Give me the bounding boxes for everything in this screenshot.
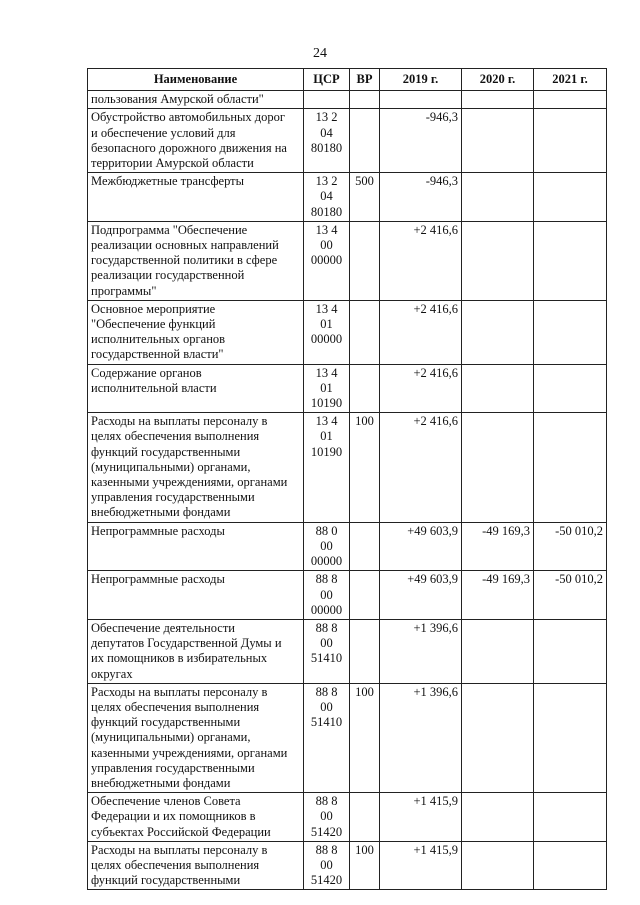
row-2019-cell: +2 416,6 bbox=[380, 300, 462, 364]
row-2020-cell bbox=[462, 683, 534, 792]
row-csr-line: 51420 bbox=[310, 873, 343, 888]
row-2021-cell bbox=[534, 619, 607, 683]
row-csr-line: 00000 bbox=[310, 554, 343, 569]
row-name-line: государственной политики в сфере bbox=[91, 253, 278, 268]
row-name-line: программы" bbox=[91, 283, 157, 298]
row-csr-line: 13 4 bbox=[315, 365, 338, 380]
column-header-csr: ЦСР bbox=[304, 69, 350, 91]
row-name-line: депутатов Государственной Думы и bbox=[91, 636, 282, 651]
column-header-name: Наименование bbox=[88, 69, 304, 91]
row-name-cell bbox=[88, 109, 304, 173]
row-name-line: Расходы на выплаты персоналу в bbox=[91, 414, 268, 429]
row-2019-cell: -946,3 bbox=[380, 109, 462, 173]
row-name-line: Подпрограмма "Обеспечение bbox=[91, 222, 248, 237]
row-name-line: внебюджетными фондами bbox=[91, 505, 231, 520]
row-name-line: функций государственными bbox=[91, 444, 241, 459]
row-name-line: (муниципальными) органами, bbox=[91, 459, 251, 474]
row-2019-cell: +1 415,9 bbox=[380, 793, 462, 842]
table-row bbox=[88, 841, 607, 890]
row-vr-cell: 100 bbox=[350, 413, 380, 522]
row-name-line: целях обеспечения выполнения bbox=[91, 429, 260, 444]
row-2019-cell: +49 603,9 bbox=[380, 522, 462, 571]
row-name-line: Обустройство автомобильных дорог bbox=[91, 110, 286, 125]
row-csr-line: 00 bbox=[320, 538, 333, 553]
row-name-line: Содержание органов bbox=[91, 365, 202, 380]
row-2020-cell bbox=[462, 619, 534, 683]
row-2019-cell: +49 603,9 bbox=[380, 571, 462, 620]
row-2020-cell bbox=[462, 793, 534, 842]
row-2020-cell bbox=[462, 173, 534, 222]
table-row bbox=[88, 522, 607, 571]
row-2020-cell bbox=[462, 364, 534, 413]
row-name-line: и обеспечение условий для bbox=[91, 125, 236, 140]
row-2021-cell bbox=[534, 221, 607, 300]
row-name-line: реализации государственной bbox=[91, 268, 245, 283]
table-row bbox=[88, 221, 607, 300]
row-csr-cell bbox=[304, 841, 350, 890]
column-header-2021: 2021 г. bbox=[534, 69, 607, 91]
row-csr-line: 00 bbox=[320, 857, 333, 872]
row-csr-line: 10190 bbox=[310, 444, 343, 459]
row-name-line: Основное мероприятие bbox=[91, 301, 216, 316]
row-2019-cell: -946,3 bbox=[380, 173, 462, 222]
row-vr-cell bbox=[350, 221, 380, 300]
row-csr-line: 01 bbox=[320, 429, 333, 444]
row-csr-cell bbox=[304, 364, 350, 413]
row-2021-cell bbox=[534, 683, 607, 792]
row-vr-cell: 100 bbox=[350, 841, 380, 890]
table-row bbox=[88, 364, 607, 413]
table-row bbox=[88, 571, 607, 620]
table-body bbox=[88, 91, 607, 890]
budget-table bbox=[87, 68, 607, 890]
row-name-line: округах bbox=[91, 666, 133, 681]
row-csr-cell bbox=[304, 173, 350, 222]
row-name-cell bbox=[88, 91, 304, 109]
row-name-cell bbox=[88, 300, 304, 364]
row-2021-cell: -50 010,2 bbox=[534, 522, 607, 571]
row-2019-cell: +2 416,6 bbox=[380, 221, 462, 300]
table-row bbox=[88, 109, 607, 173]
row-csr-line: 88 8 bbox=[315, 794, 338, 809]
row-csr-line: 01 bbox=[320, 380, 333, 395]
row-name-line: Обеспечение деятельности bbox=[91, 620, 236, 635]
row-name-cell bbox=[88, 683, 304, 792]
row-csr-cell bbox=[304, 619, 350, 683]
row-name-line: внебюджетными фондами bbox=[91, 775, 231, 790]
row-name-line: их помощников в избирательных bbox=[91, 651, 268, 666]
row-name-cell bbox=[88, 413, 304, 522]
row-name-line: управления государственными bbox=[91, 760, 255, 775]
row-name-cell bbox=[88, 571, 304, 620]
row-vr-cell: 100 bbox=[350, 683, 380, 792]
row-name-line: Непрограммные расходы bbox=[91, 523, 225, 538]
row-csr-line: 10190 bbox=[310, 396, 343, 411]
row-csr-line: 13 2 bbox=[315, 174, 338, 189]
row-2020-cell: -49 169,3 bbox=[462, 522, 534, 571]
column-header-2019: 2019 г. bbox=[380, 69, 462, 91]
row-name-cell bbox=[88, 793, 304, 842]
row-name-line: Расходы на выплаты персоналу в bbox=[91, 842, 268, 857]
row-name-line: территории Амурской области bbox=[91, 156, 254, 171]
row-2019-cell: +2 416,6 bbox=[380, 413, 462, 522]
row-name-line: Федерации и их помощников в bbox=[91, 809, 256, 824]
row-name-line: управления государственными bbox=[91, 490, 255, 505]
row-name-line: функций государственными bbox=[91, 715, 241, 730]
row-2021-cell bbox=[534, 173, 607, 222]
row-vr-cell: 500 bbox=[350, 173, 380, 222]
row-csr-line: 04 bbox=[320, 189, 333, 204]
row-name-line: Межбюджетные трансферты bbox=[91, 174, 245, 189]
row-name-line: функций государственными bbox=[91, 873, 241, 888]
row-csr-line: 13 4 bbox=[315, 414, 338, 429]
row-csr-cell bbox=[304, 793, 350, 842]
table-row bbox=[88, 793, 607, 842]
row-csr-line: 51410 bbox=[310, 715, 343, 730]
row-name-line: (муниципальными) органами, bbox=[91, 730, 251, 745]
row-csr-line: 51420 bbox=[310, 824, 343, 839]
row-name-line: Непрограммные расходы bbox=[91, 572, 225, 587]
row-name-line: казенными учреждениями, органами bbox=[91, 745, 288, 760]
row-csr-line: 13 4 bbox=[315, 222, 338, 237]
row-csr-line: 88 8 bbox=[315, 684, 338, 699]
row-name-line: исполнительных органов bbox=[91, 332, 226, 347]
row-vr-cell bbox=[350, 522, 380, 571]
table-row bbox=[88, 300, 607, 364]
row-name-cell bbox=[88, 619, 304, 683]
row-csr-cell bbox=[304, 221, 350, 300]
row-csr-line: 13 2 bbox=[315, 110, 338, 125]
row-2020-cell bbox=[462, 413, 534, 522]
row-2021-cell bbox=[534, 364, 607, 413]
row-2019-cell: +1 396,6 bbox=[380, 619, 462, 683]
row-csr-line: 00 bbox=[320, 587, 333, 602]
row-csr-line: 00000 bbox=[310, 332, 343, 347]
row-vr-cell bbox=[350, 364, 380, 413]
row-csr-cell bbox=[304, 109, 350, 173]
row-name-line: целях обеспечения выполнения bbox=[91, 857, 260, 872]
row-csr-cell bbox=[304, 522, 350, 571]
page-number: 24 bbox=[313, 46, 327, 61]
row-2020-cell bbox=[462, 300, 534, 364]
row-csr-line: 00 bbox=[320, 238, 333, 253]
row-2019-cell: +1 415,9 bbox=[380, 841, 462, 890]
row-csr-cell bbox=[304, 300, 350, 364]
row-csr-line: 80180 bbox=[310, 204, 343, 219]
row-csr-line: 88 8 bbox=[315, 842, 338, 857]
row-2021-cell bbox=[534, 841, 607, 890]
row-name-cell bbox=[88, 221, 304, 300]
row-2019-cell: +2 416,6 bbox=[380, 364, 462, 413]
row-2020-cell bbox=[462, 109, 534, 173]
row-csr-line: 51410 bbox=[310, 651, 343, 666]
row-2021-cell bbox=[534, 91, 607, 109]
row-name-line: государственной власти" bbox=[91, 347, 224, 362]
row-name-line: реализации основных направлений bbox=[91, 238, 279, 253]
row-csr-line: 80180 bbox=[310, 140, 343, 155]
row-csr-line: 00 bbox=[320, 699, 333, 714]
table-row bbox=[88, 413, 607, 522]
row-name-line: Обеспечение членов Совета bbox=[91, 794, 241, 809]
row-csr-line: 00000 bbox=[310, 602, 343, 617]
row-name-line: пользования Амурской области" bbox=[91, 92, 264, 107]
row-name-cell bbox=[88, 364, 304, 413]
row-vr-cell bbox=[350, 571, 380, 620]
row-csr-line: 00000 bbox=[310, 253, 343, 268]
row-csr-line: 04 bbox=[320, 125, 333, 140]
row-csr-line: 88 0 bbox=[315, 523, 338, 538]
row-name-line: исполнительной власти bbox=[91, 380, 217, 395]
row-csr-line: 88 8 bbox=[315, 572, 338, 587]
column-header-2020: 2020 г. bbox=[462, 69, 534, 91]
row-csr-cell bbox=[304, 571, 350, 620]
row-csr-line: 00 bbox=[320, 636, 333, 651]
row-vr-cell bbox=[350, 91, 380, 109]
table-header-row bbox=[88, 69, 607, 91]
row-csr-cell bbox=[304, 683, 350, 792]
table-row bbox=[88, 683, 607, 792]
row-name-line: субъектах Российской Федерации bbox=[91, 824, 271, 839]
row-csr-cell bbox=[304, 91, 350, 109]
row-2020-cell bbox=[462, 841, 534, 890]
row-2019-cell: +1 396,6 bbox=[380, 683, 462, 792]
row-2021-cell: -50 010,2 bbox=[534, 571, 607, 620]
row-name-line: казенными учреждениями, органами bbox=[91, 475, 288, 490]
row-csr-line: 13 4 bbox=[315, 301, 338, 316]
row-name-cell bbox=[88, 522, 304, 571]
row-name-cell bbox=[88, 173, 304, 222]
row-name-line: "Обеспечение функций bbox=[91, 317, 216, 332]
row-vr-cell bbox=[350, 793, 380, 842]
row-2021-cell bbox=[534, 300, 607, 364]
row-2021-cell bbox=[534, 109, 607, 173]
row-name-line: безопасного дорожного движения на bbox=[91, 140, 287, 155]
row-csr-line: 01 bbox=[320, 317, 333, 332]
table-row bbox=[88, 173, 607, 222]
row-vr-cell bbox=[350, 300, 380, 364]
row-2021-cell bbox=[534, 793, 607, 842]
row-csr-line: 88 8 bbox=[315, 620, 338, 635]
row-2020-cell: -49 169,3 bbox=[462, 571, 534, 620]
table-row bbox=[88, 91, 607, 109]
row-2020-cell bbox=[462, 221, 534, 300]
row-csr-cell bbox=[304, 413, 350, 522]
row-2020-cell bbox=[462, 91, 534, 109]
row-csr-line: 00 bbox=[320, 809, 333, 824]
row-name-cell bbox=[88, 841, 304, 890]
row-vr-cell bbox=[350, 619, 380, 683]
row-name-line: целях обеспечения выполнения bbox=[91, 699, 260, 714]
row-name-line: Расходы на выплаты персоналу в bbox=[91, 684, 268, 699]
table-row bbox=[88, 619, 607, 683]
row-vr-cell bbox=[350, 109, 380, 173]
row-2021-cell bbox=[534, 413, 607, 522]
row-2019-cell bbox=[380, 91, 462, 109]
column-header-vr: ВР bbox=[350, 69, 380, 91]
